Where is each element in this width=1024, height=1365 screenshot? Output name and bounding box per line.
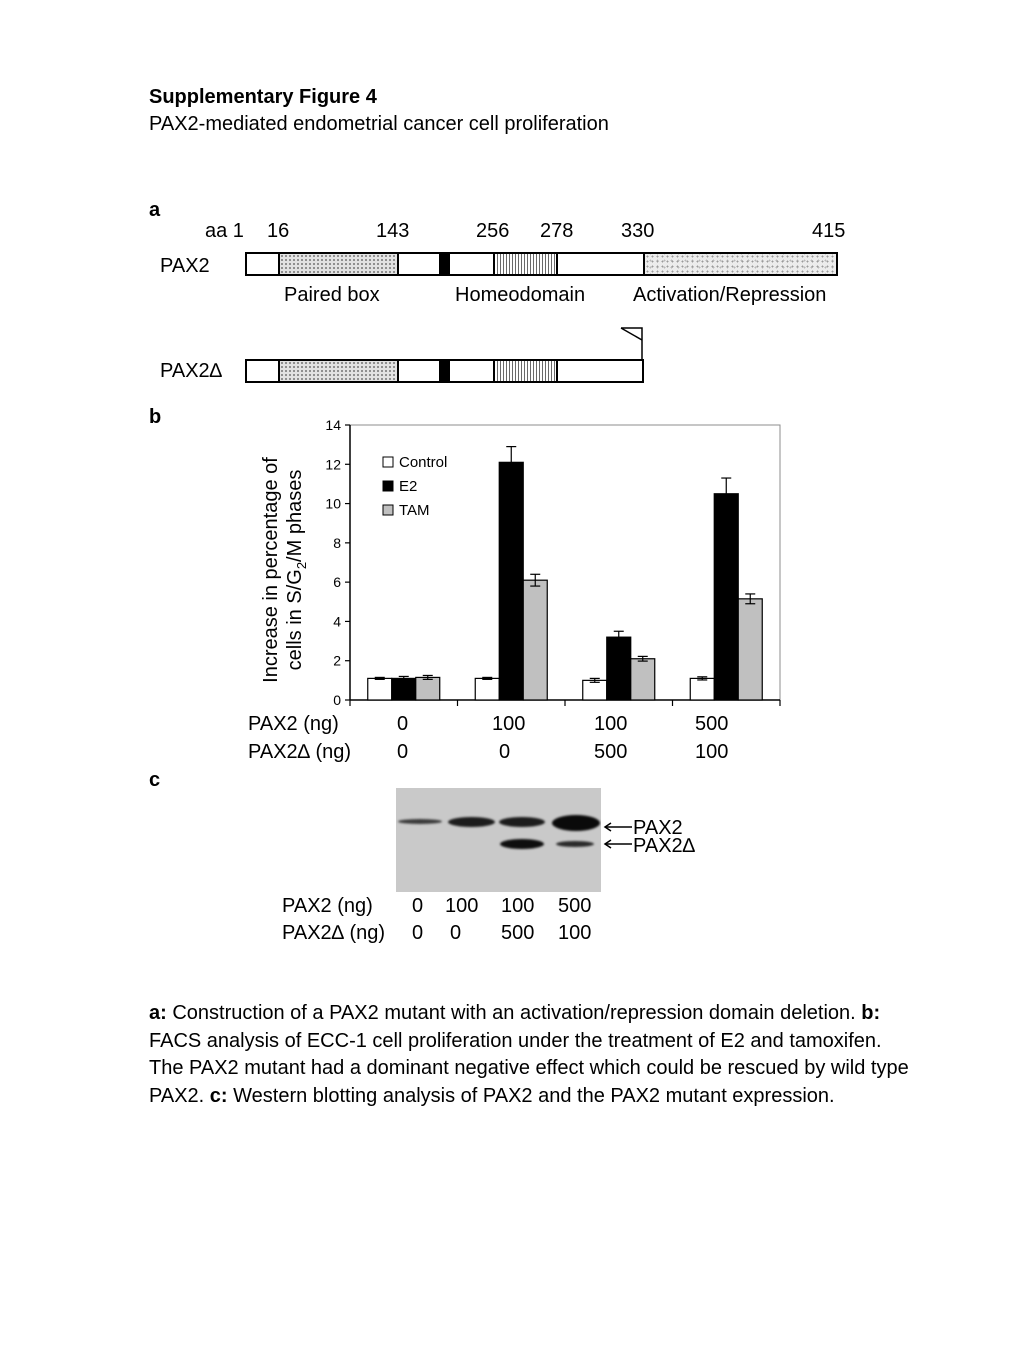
blot-pax2d-row-label: PAX2∆ (ng) — [282, 922, 386, 944]
blot-pax2-label: PAX2 — [633, 817, 683, 839]
bar-tam — [738, 599, 762, 700]
figure-caption: a: Construction of a PAX2 mutant with an activation/repression domain deletion. b: FACS analysis of ECC-1 cell proliferation under the treatment of E2 and tamoxifen. The PAX2 mutant had a dominant negative effect which could be rescued by wild type PAX2. c: Western blotting analysis of PAX2 and the PAX2 mutant expression. — [149, 1002, 909, 1107]
pax2-delta-bar — [245, 359, 644, 383]
activation-repression-domain — [643, 254, 836, 274]
pax2-construct-label: PAX2 — [160, 255, 210, 277]
legend-label-tam: TAM — [399, 502, 430, 519]
aa-position-143: 143 — [376, 220, 410, 242]
y-tick-label: 12 — [325, 456, 341, 473]
legend-swatch-control — [383, 457, 393, 467]
chart-pax2d-value: 500 — [594, 741, 628, 763]
chart-pax2-value: 100 — [492, 713, 526, 735]
bar-control — [690, 678, 714, 700]
blot-pax2d-value: 0 — [412, 922, 424, 944]
paired-box-label: Paired box — [284, 284, 380, 306]
chart-pax2d-value: 0 — [499, 741, 511, 763]
panel-c-letter: c — [149, 769, 161, 791]
bar-tam — [523, 580, 547, 700]
legend-label-control: Control — [399, 454, 448, 471]
chart-pax2-value: 500 — [695, 713, 729, 735]
bar-e2 — [499, 462, 523, 700]
aa-position-330: 330 — [621, 220, 655, 242]
blot-pax2-row-label: PAX2 (ng) — [282, 895, 373, 917]
bar-e2 — [392, 678, 416, 700]
octapeptide-motif — [439, 361, 450, 381]
aa-position-256: 256 — [476, 220, 510, 242]
homeodomain — [493, 361, 558, 381]
aa-start-label: aa 1 — [205, 220, 244, 242]
bar-tam — [416, 677, 440, 700]
octapeptide-motif — [439, 254, 450, 274]
chart-pax2-row-label: PAX2 (ng) — [248, 713, 339, 735]
figure-subtitle: PAX2-mediated endometrial cancer cell proliferation — [149, 113, 609, 135]
band-arrows — [602, 820, 636, 852]
legend-swatch-tam — [383, 505, 393, 515]
bar-control — [475, 678, 499, 700]
bar-control — [583, 680, 607, 700]
bar-e2 — [607, 637, 631, 700]
blot-pax2-value: 500 — [558, 895, 592, 917]
blot-pax2-value: 0 — [412, 895, 424, 917]
chart-pax2d-value: 0 — [397, 741, 409, 763]
pax2-full-bar — [245, 252, 838, 276]
aa-position-278: 278 — [540, 220, 574, 242]
bar-e2 — [714, 494, 738, 700]
chart-pax2-value: 0 — [397, 713, 409, 735]
figure-title: Supplementary Figure 4 — [149, 86, 377, 108]
paired-box-domain — [278, 254, 399, 274]
chart-pax2-value: 100 — [594, 713, 628, 735]
blot-pax2d-value: 0 — [450, 922, 462, 944]
blot-pax2-value: 100 — [445, 895, 479, 917]
y-tick-label: 2 — [333, 652, 341, 669]
panel-a-letter: a — [149, 199, 161, 221]
y-tick-label: 0 — [333, 692, 341, 708]
deletion-marker — [615, 326, 649, 362]
y-axis-label-line1: Increase in percentage of — [260, 457, 282, 683]
blot-pax2d-value: 500 — [501, 922, 535, 944]
homeodomain — [493, 254, 558, 274]
panel-b-letter: b — [149, 406, 162, 428]
y-tick-label: 6 — [333, 574, 341, 591]
chart-pax2d-value: 100 — [695, 741, 729, 763]
bar-control — [368, 678, 392, 700]
bar-tam — [631, 659, 655, 700]
bar-chart — [300, 405, 800, 725]
aa-position-16: 16 — [267, 220, 290, 242]
legend-label-e2: E2 — [399, 478, 418, 495]
legend-swatch-e2 — [383, 481, 393, 491]
homeodomain-label: Homeodomain — [455, 284, 586, 306]
western-blot-image — [396, 788, 601, 892]
y-tick-label: 10 — [325, 495, 341, 512]
activation-repression-label: Activation/Repression — [633, 284, 827, 306]
blot-pax2d-value: 100 — [558, 922, 592, 944]
y-tick-label: 8 — [333, 534, 341, 551]
paired-box-domain — [278, 361, 399, 381]
aa-position-415: 415 — [812, 220, 846, 242]
y-axis-label-line2: cells in $S/G_2/M$ phases — [284, 469, 309, 671]
blot-pax2-delta-label: PAX2∆ — [633, 835, 695, 857]
blot-pax2-value: 100 — [501, 895, 535, 917]
y-tick-label: 14 — [325, 417, 341, 433]
chart-pax2d-row-label: PAX2∆ (ng) — [248, 741, 352, 763]
y-tick-label: 4 — [333, 613, 341, 630]
pax2-delta-construct-label: PAX2∆ — [160, 360, 222, 382]
